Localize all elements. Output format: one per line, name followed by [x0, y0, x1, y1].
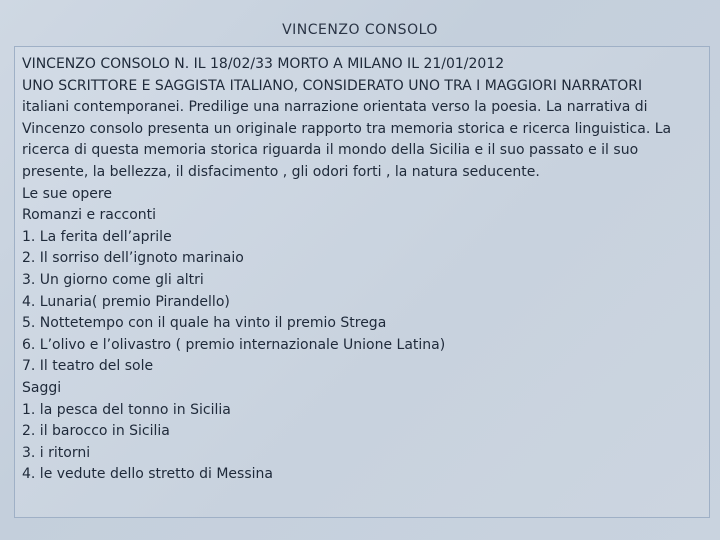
- essay-list-item: 2. il barocco in Sicilia: [22, 423, 170, 440]
- works-heading: Le sue opere: [22, 185, 112, 202]
- novel-list-item: 6. L’olivo e l’olivastro ( premio internazionale Unione Latina): [22, 336, 446, 353]
- slide-title: VINCENZO CONSOLO: [282, 22, 438, 38]
- bio-description-line: presente, la bellezza, il disfacimento , gli odori forti , la natura seducente.: [22, 163, 540, 180]
- bio-description-line: italiani contemporanei. Predilige una narrazione orientata verso la poesia. La narrativa di: [22, 99, 648, 116]
- essay-list-item: 4. le vedute dello stretto di Messina: [22, 466, 273, 483]
- novel-list-item: 7. Il teatro del sole: [22, 358, 154, 375]
- bio-description-line: UNO SCRITTORE E SAGGISTA ITALIANO, CONSIDERATO UNO TRA I MAGGIORI NARRATORI: [22, 77, 643, 94]
- content-box: [14, 46, 710, 518]
- essay-list-item: 1. la pesca del tonno in Sicilia: [22, 401, 231, 418]
- essay-list-item: 3. i ritorni: [22, 444, 91, 461]
- novel-list-item: 3. Un giorno come gli altri: [22, 271, 204, 288]
- novel-list-item: 4. Lunaria( premio Pirandello): [22, 293, 230, 310]
- novel-list-item: 5. Nottetempo con il quale ha vinto il premio Strega: [22, 315, 387, 332]
- essays-subheading: Saggi: [22, 379, 62, 396]
- novel-list-item: 1. La ferita dell’aprile: [22, 228, 172, 245]
- bio-description-line: ricerca di questa memoria storica riguarda il mondo della Sicilia e il suo passato e il suo: [22, 142, 639, 159]
- bio-birth-death-line: VINCENZO CONSOLO N. IL 18/02/33 MORTO A MILANO IL 21/01/2012: [22, 56, 505, 72]
- bio-description-line: Vincenzo consolo presenta un originale rapporto tra memoria storica e ricerca linguistica. La: [22, 120, 672, 137]
- novel-list-item: 2. Il sorriso dell’ignoto marinaio: [22, 250, 244, 267]
- novels-subheading: Romanzi e racconti: [22, 207, 157, 224]
